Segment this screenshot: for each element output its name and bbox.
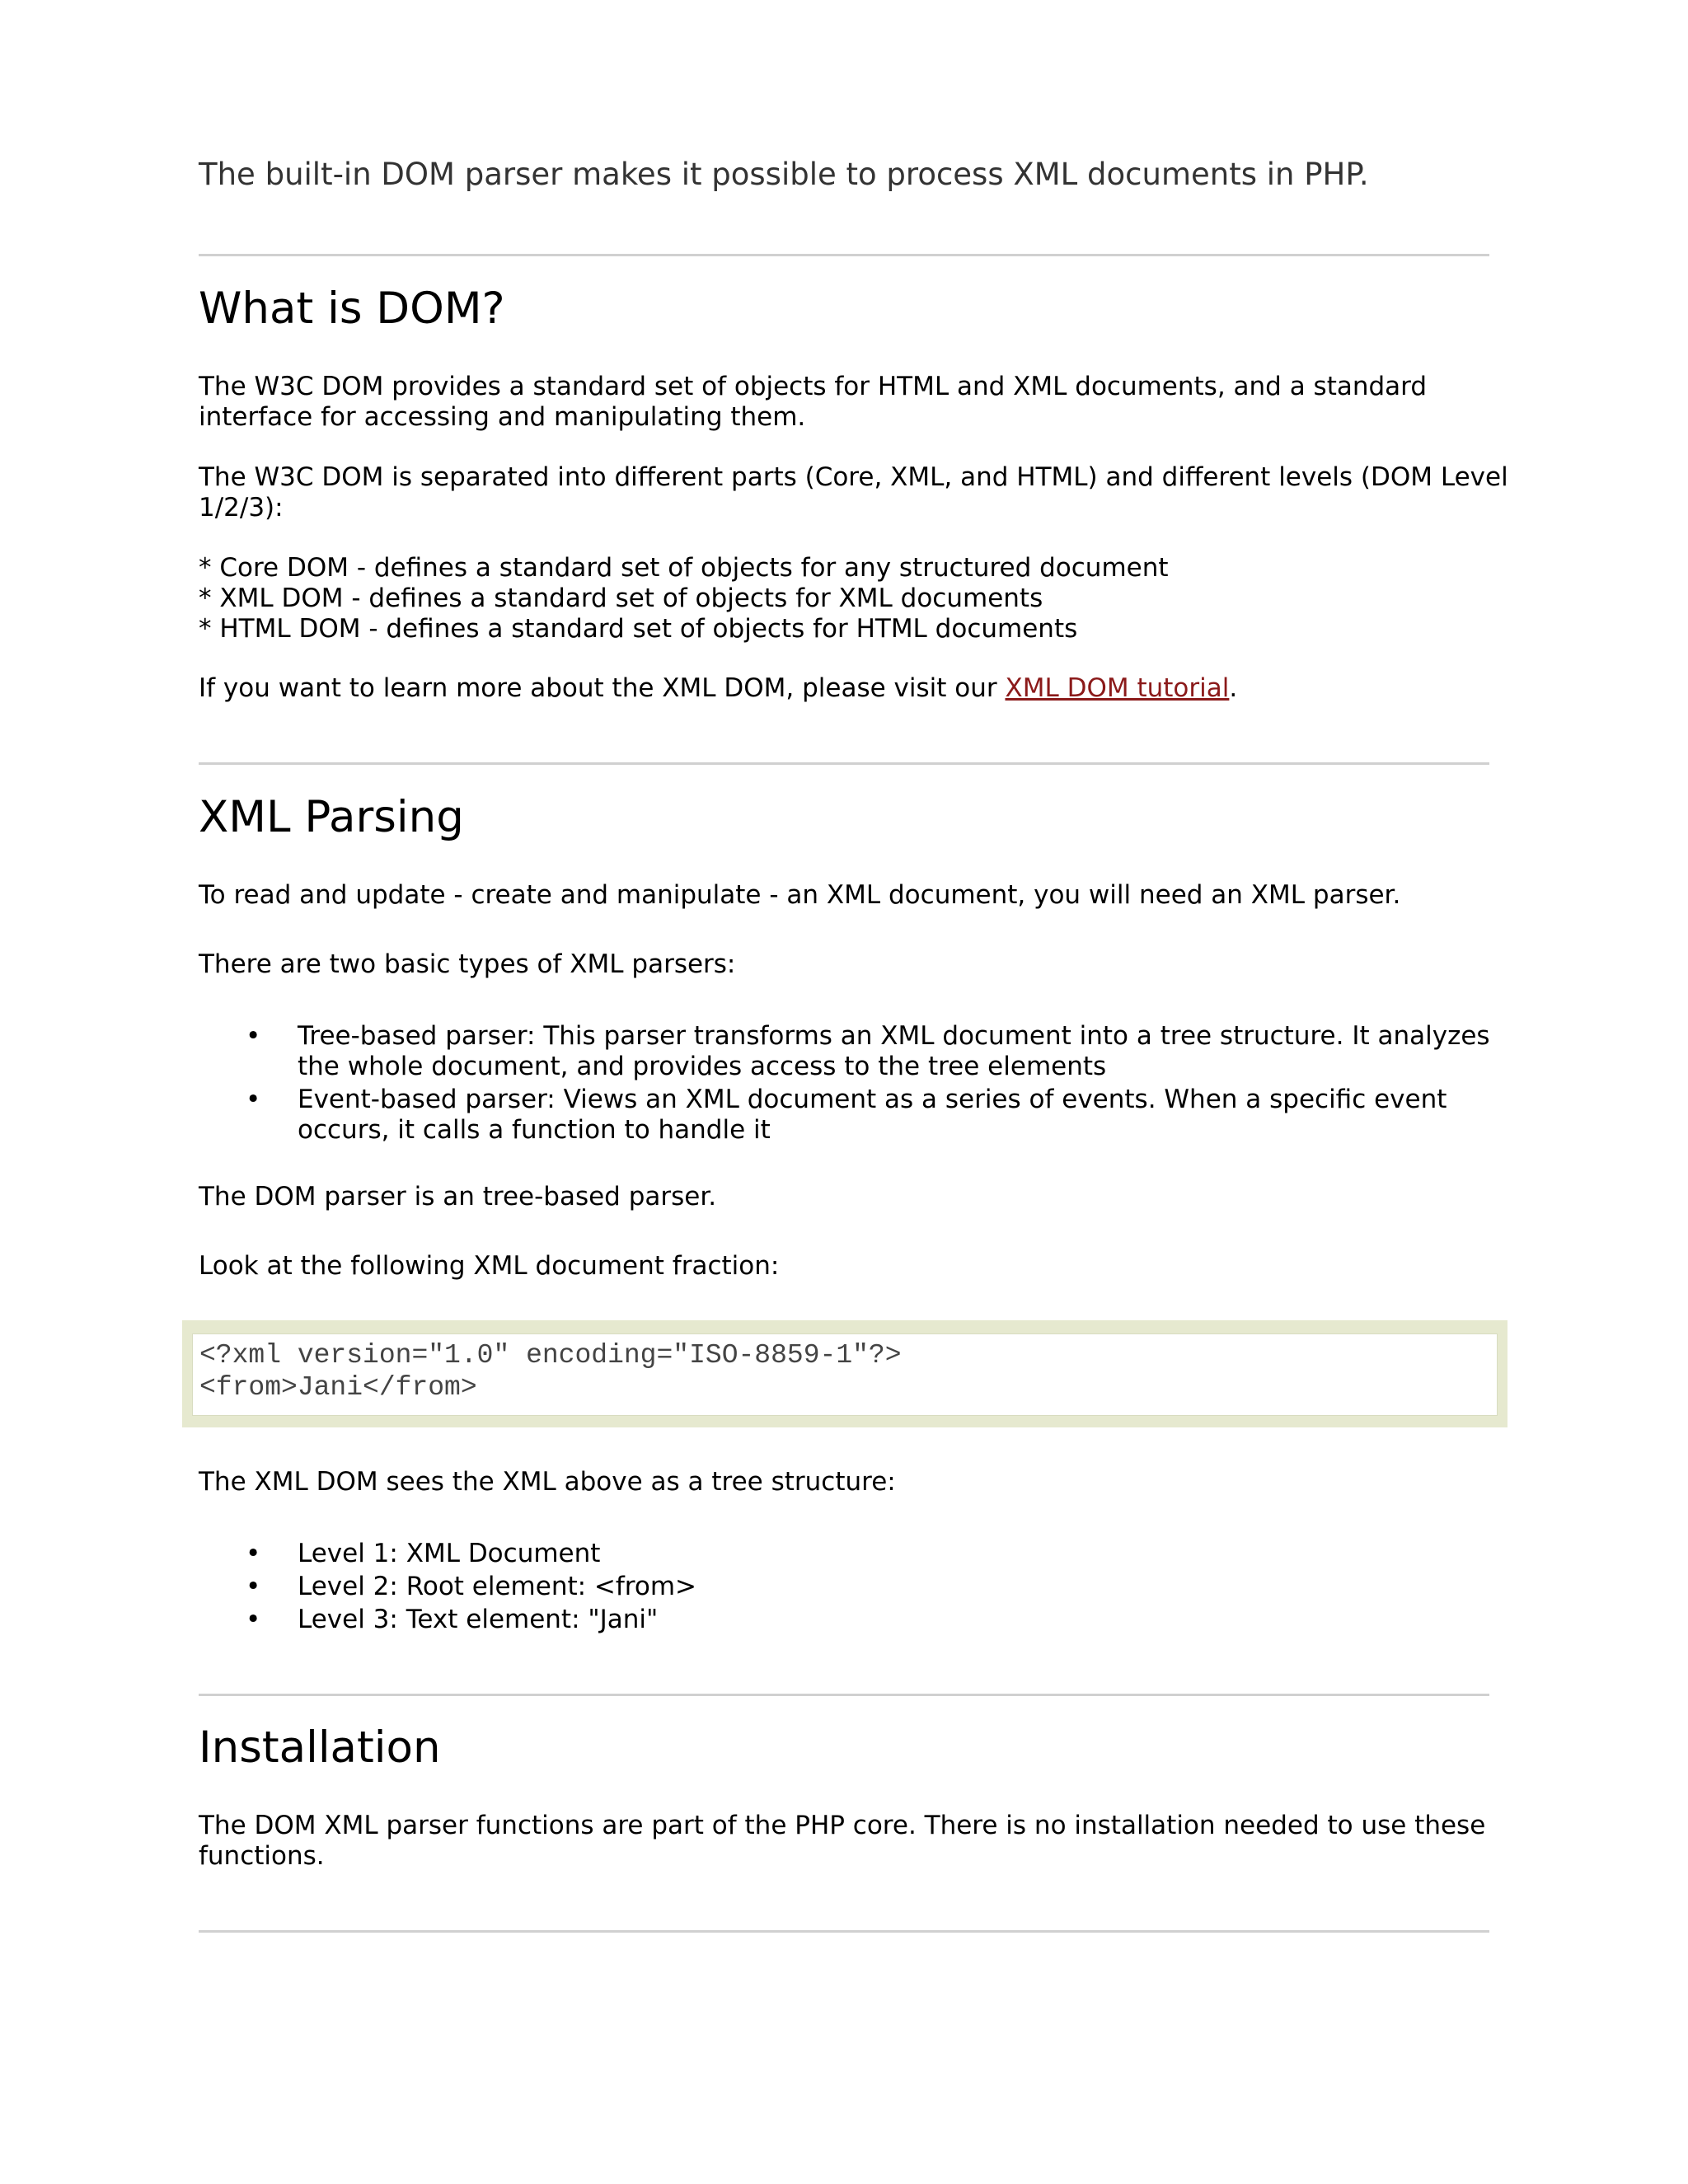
code-line: <?xml version="1.0" encoding="ISO-8859-1"?>	[199, 1340, 902, 1371]
bullet: •	[246, 1085, 261, 1114]
list-item: * Core DOM - defines a standard set of objects for any structured document	[199, 553, 1169, 583]
text-line: Tree-based parser: This parser transforms an XML document into a tree structure. It analyzes	[298, 1021, 1490, 1051]
paragraph-look-at-fraction: Look at the following XML document fraction:	[199, 1251, 780, 1281]
list-item: Level 1: XML Document	[298, 1539, 601, 1568]
bullet: •	[246, 1572, 261, 1601]
code-example-box	[182, 1320, 1507, 1427]
text-line: The DOM XML parser functions are part of the PHP core. There is no installation needed to use these	[199, 1811, 1486, 1840]
list-item	[298, 1085, 1501, 1146]
bullet: •	[246, 1605, 261, 1634]
divider	[199, 1694, 1489, 1696]
text-line: interface for accessing and manipulating them.	[199, 402, 806, 432]
divider	[199, 762, 1489, 765]
paragraph-need-parser: To read and update - create and manipulate - an XML document, you will need an XML parser.	[199, 880, 1401, 910]
code-example-inner	[192, 1333, 1498, 1416]
tree-levels-list	[0, 1539, 1688, 1638]
bullet: •	[246, 1539, 261, 1568]
list-item: * XML DOM - defines a standard set of objects for XML documents	[199, 583, 1043, 613]
text-line: The W3C DOM is separated into different parts (Core, XML, and HTML) and different levels (DOM Level	[199, 462, 1508, 492]
paragraph-tree-structure: The XML DOM sees the XML above as a tree structure:	[199, 1467, 896, 1497]
divider	[199, 1930, 1489, 1933]
xml-dom-tutorial-link[interactable]: XML DOM tutorial	[1005, 673, 1230, 703]
text-line: occurs, it calls a function to handle it	[298, 1115, 771, 1145]
text-line: The W3C DOM provides a standard set of objects for HTML and XML documents, and a standard	[199, 372, 1428, 401]
heading-xml-parsing: XML Parsing	[199, 792, 464, 842]
heading-what-is-dom: What is DOM?	[199, 284, 505, 334]
code-block	[199, 1339, 902, 1404]
text-line: functions.	[199, 1841, 325, 1871]
learn-more-text: If you want to learn more about the XML DOM, please visit our	[199, 673, 1006, 703]
bullet: •	[246, 1021, 261, 1051]
paragraph-w3c-dom-intro	[199, 372, 1501, 433]
text-line: 1/2/3):	[199, 493, 284, 523]
list-item: Level 2: Root element: <from>	[298, 1572, 697, 1601]
text-line: Event-based parser: Views an XML document as a series of events. When a specific event	[298, 1085, 1447, 1114]
list-item	[298, 1021, 1501, 1082]
text-line: the whole document, and provides access to the tree elements	[298, 1052, 1107, 1081]
intro-text: The built-in DOM parser makes it possible to process XML documents in PHP.	[199, 157, 1369, 192]
learn-more-suffix: .	[1229, 673, 1238, 703]
paragraph-dom-tree-based: The DOM parser is an tree-based parser.	[199, 1182, 717, 1212]
code-line: <from>Jani</from>	[199, 1372, 477, 1403]
paragraph-learn-more	[199, 673, 1501, 704]
paragraph-parser-types: There are two basic types of XML parsers:	[199, 949, 736, 979]
paragraph-installation	[199, 1811, 1501, 1872]
heading-installation: Installation	[199, 1722, 441, 1773]
dom-parts-list	[199, 553, 1501, 644]
parser-types-list	[0, 1021, 1688, 1161]
divider	[199, 254, 1489, 256]
paragraph-w3c-dom-parts	[199, 462, 1508, 523]
list-item: * HTML DOM - defines a standard set of objects for HTML documents	[199, 614, 1078, 644]
list-item: Level 3: Text element: "Jani"	[298, 1605, 659, 1634]
